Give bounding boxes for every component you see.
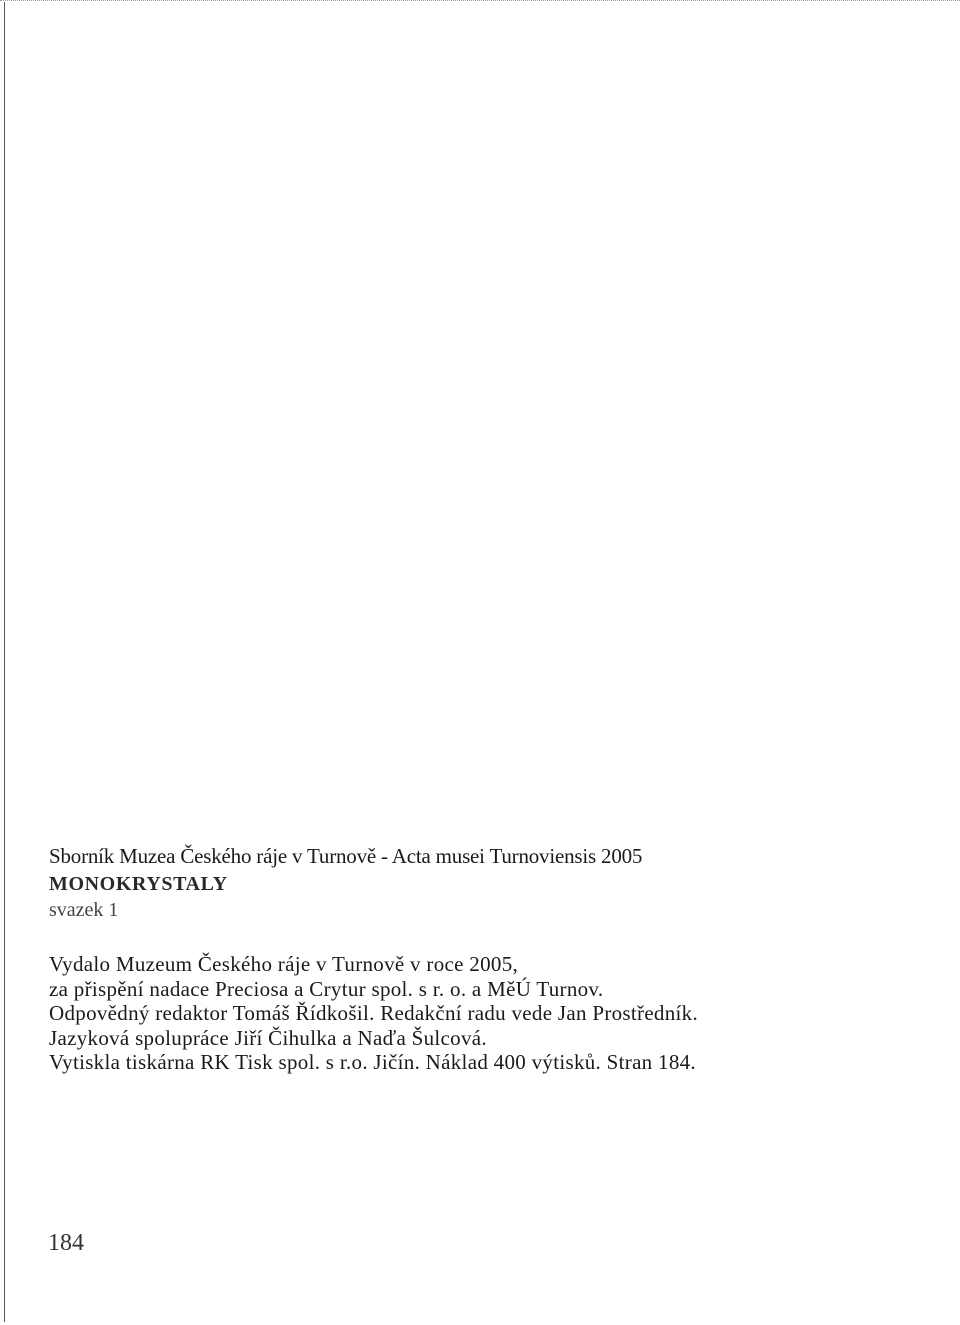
imprint-line: za přispění nadace Preciosa a Crytur spol. s r. o. a MěÚ Turnov. (49, 976, 604, 1001)
colophon-block (49, 846, 929, 1077)
volume-label: svazek 1 (49, 899, 119, 921)
book-title: MONOKRYSTALY (49, 873, 228, 895)
left-margin-rule (4, 2, 5, 1322)
imprint-line: Vydalo Muzeum Českého ráje v Turnově v roce 2005, (49, 952, 519, 976)
top-border-rule (0, 0, 960, 1)
imprint-line: Jazyková spolupráce Jiří Čihulka a Naďa Šulcová. (49, 1025, 487, 1050)
series-title: Sborník Muzea Českého ráje v Turnově - Acta musei Turnoviensis 2005 (49, 844, 643, 868)
imprint-line: Vytiskla tiskárna RK Tisk spol. s r.o. Jičín. Náklad 400 výtisků. Stran 184. (49, 1050, 696, 1074)
imprint-line: Odpovědný redaktor Tomáš Řídkošil. Redakční radu vede Jan Prostředník. (49, 1001, 699, 1025)
page-number: 184 (48, 1230, 84, 1256)
